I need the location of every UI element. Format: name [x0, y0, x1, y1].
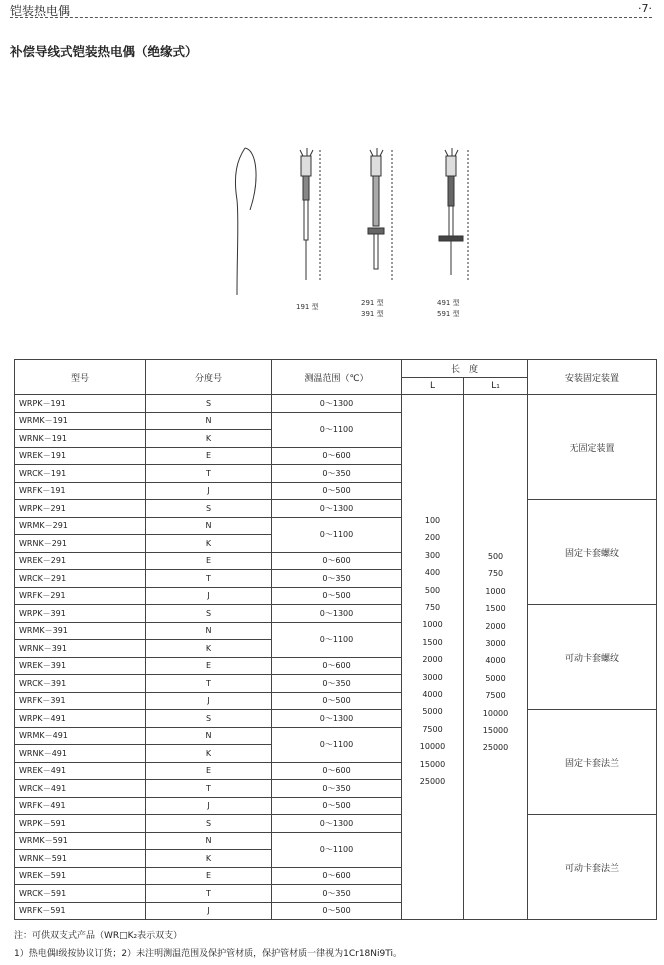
mount-cell: 无固定装置 [528, 395, 657, 500]
table-row [15, 500, 657, 518]
figure-label-591: 591 型 [437, 310, 460, 318]
range-cell: 0～500 [272, 797, 402, 815]
length-l1-cell [464, 395, 528, 920]
graduation-cell: K [146, 430, 272, 448]
model-cell: WRMK－291 [15, 517, 146, 535]
model-cell: WRMK－191 [15, 412, 146, 430]
length-l-value: 1000 [422, 620, 443, 630]
graduation-cell: N [146, 727, 272, 745]
length-l1-value: 25000 [482, 743, 509, 753]
model-cell: WRCK－191 [15, 465, 146, 483]
model-cell: WRPK－591 [15, 815, 146, 833]
graduation-cell: J [146, 692, 272, 710]
graduation-cell: E [146, 867, 272, 885]
length-l-value: 1500 [422, 637, 443, 647]
model-cell: WRCK－291 [15, 570, 146, 588]
range-cell: 0～500 [272, 692, 402, 710]
graduation-cell: S [146, 815, 272, 833]
header-graduation: 分度号 [146, 360, 272, 395]
mount-cell: 固定卡套法兰 [528, 710, 657, 815]
graduation-cell: J [146, 902, 272, 920]
model-cell: WRCK－491 [15, 780, 146, 798]
model-cell: WRFK－591 [15, 902, 146, 920]
range-cell: 0～600 [272, 867, 402, 885]
graduation-cell: S [146, 710, 272, 728]
header-length: 长 度 [402, 360, 528, 378]
range-cell: 0～1300 [272, 710, 402, 728]
figure-label-391: 391 型 [361, 310, 384, 318]
figure-label-291: 291 型 [361, 299, 384, 307]
model-cell: WRCK－391 [15, 675, 146, 693]
range-cell: 0～1100 [272, 412, 402, 447]
length-l-value: 3000 [422, 672, 443, 682]
table-row [15, 395, 657, 413]
length-l1-value: 2000 [485, 621, 506, 631]
range-cell: 0～500 [272, 902, 402, 920]
model-cell: WRNK－391 [15, 640, 146, 658]
table-row [15, 815, 657, 833]
length-l-value: 7500 [422, 724, 443, 734]
length-l-value: 300 [424, 550, 441, 560]
graduation-cell: N [146, 622, 272, 640]
range-cell: 0～500 [272, 482, 402, 500]
header-range: 测温范围（℃） [272, 360, 402, 395]
graduation-cell: T [146, 465, 272, 483]
model-cell: WRFK－191 [15, 482, 146, 500]
model-cell: WRPK－191 [15, 395, 146, 413]
table-row [15, 710, 657, 728]
model-cell: WRMK－591 [15, 832, 146, 850]
model-cell: WRPK－291 [15, 500, 146, 518]
range-cell: 0～350 [272, 780, 402, 798]
length-l-value: 750 [424, 603, 441, 613]
graduation-cell: E [146, 447, 272, 465]
table-row [15, 605, 657, 623]
figure-label-491: 491 型 [437, 299, 460, 307]
page-title: 补偿导线式铠装热电偶（绝缘式） [10, 44, 198, 59]
header-l: L [402, 377, 464, 395]
length-l-value: 500 [424, 585, 441, 595]
range-cell: 0～1100 [272, 622, 402, 657]
model-cell: WRFK－491 [15, 797, 146, 815]
length-l1-value: 10000 [482, 708, 509, 718]
graduation-cell: E [146, 657, 272, 675]
graduation-cell: N [146, 412, 272, 430]
thermocouple-figure [215, 140, 475, 300]
model-cell: WRPK－491 [15, 710, 146, 728]
range-cell: 0～600 [272, 552, 402, 570]
spec-table [14, 359, 657, 920]
graduation-cell: T [146, 570, 272, 588]
mount-cell: 可动卡套螺纹 [528, 605, 657, 710]
graduation-cell: J [146, 482, 272, 500]
model-cell: WREK－191 [15, 447, 146, 465]
length-l1-value: 500 [487, 552, 504, 561]
model-cell: WRMK－491 [15, 727, 146, 745]
graduation-cell: K [146, 850, 272, 868]
model-cell: WRFK－291 [15, 587, 146, 605]
range-cell: 0～1300 [272, 605, 402, 623]
length-l1-value: 15000 [482, 726, 509, 736]
length-l1-value: 750 [487, 569, 504, 579]
model-cell: WRNK－591 [15, 850, 146, 868]
model-cell: WRMK－391 [15, 622, 146, 640]
graduation-cell: J [146, 587, 272, 605]
length-l-value: 5000 [422, 707, 443, 717]
range-cell: 0～350 [272, 885, 402, 903]
range-cell: 0～1300 [272, 815, 402, 833]
range-cell: 0～600 [272, 447, 402, 465]
note-line-2: 1）热电偶Ⅰ级按协议订货；2）未注明测温范围及保护管材质，保护管材质一律视为1Cr18Ni9Ti。 [14, 949, 402, 959]
figure-label-191: 191 型 [296, 303, 319, 311]
note-line-1: 注：可供双支式产品（WR□K₂表示双支） [14, 931, 183, 941]
header-model: 型号 [15, 360, 146, 395]
model-cell: WRNK－491 [15, 745, 146, 763]
model-cell: WREK－591 [15, 867, 146, 885]
graduation-cell: E [146, 552, 272, 570]
model-cell: WREK－291 [15, 552, 146, 570]
header-rule [10, 17, 652, 18]
length-l1-value: 5000 [485, 673, 506, 683]
graduation-cell: K [146, 745, 272, 763]
graduation-cell: J [146, 797, 272, 815]
range-cell: 0～350 [272, 570, 402, 588]
range-cell: 0～1300 [272, 395, 402, 413]
graduation-cell: N [146, 832, 272, 850]
range-cell: 0～1100 [272, 727, 402, 762]
graduation-cell: S [146, 395, 272, 413]
length-l-value: 25000 [419, 777, 446, 787]
graduation-cell: K [146, 535, 272, 553]
graduation-cell: S [146, 605, 272, 623]
model-cell: WRFK－391 [15, 692, 146, 710]
model-cell: WRNK－191 [15, 430, 146, 448]
model-cell: WREK－391 [15, 657, 146, 675]
range-cell: 0～600 [272, 657, 402, 675]
length-l-value: 400 [424, 568, 441, 578]
length-l1-value: 1500 [485, 604, 506, 614]
model-cell: WRNK－291 [15, 535, 146, 553]
table-body [15, 395, 657, 920]
graduation-cell: T [146, 675, 272, 693]
range-cell: 0～500 [272, 587, 402, 605]
model-cell: WREK－491 [15, 762, 146, 780]
header-l1: L₁ [464, 377, 528, 395]
range-cell: 0～350 [272, 675, 402, 693]
header-mount: 安装固定装置 [528, 360, 657, 395]
section-header: 铠装热电偶 [10, 4, 71, 18]
graduation-cell: T [146, 780, 272, 798]
range-cell: 0～1100 [272, 832, 402, 867]
range-cell: 0～1100 [272, 517, 402, 552]
length-l-value: 10000 [419, 742, 446, 752]
length-l-value: 4000 [422, 690, 443, 700]
length-l-cell [402, 395, 464, 920]
graduation-cell: N [146, 517, 272, 535]
graduation-cell: T [146, 885, 272, 903]
page-number: ·7· [638, 2, 652, 15]
length-l1-value: 7500 [485, 691, 506, 701]
model-cell: WRCK－591 [15, 885, 146, 903]
length-l-value: 2000 [422, 655, 443, 665]
graduation-cell: K [146, 640, 272, 658]
range-cell: 0～1300 [272, 500, 402, 518]
length-l-value: 200 [424, 533, 441, 543]
model-cell: WRPK－391 [15, 605, 146, 623]
graduation-cell: S [146, 500, 272, 518]
range-cell: 0～350 [272, 465, 402, 483]
length-l1-value: 4000 [485, 656, 506, 666]
mount-cell: 固定卡套螺纹 [528, 500, 657, 605]
range-cell: 0～600 [272, 762, 402, 780]
length-l1-value: 3000 [485, 639, 506, 649]
graduation-cell: E [146, 762, 272, 780]
length-l1-value: 1000 [485, 586, 506, 596]
length-l-value: 100 [424, 516, 441, 525]
mount-cell: 可动卡套法兰 [528, 815, 657, 920]
length-l-value: 15000 [419, 759, 446, 769]
